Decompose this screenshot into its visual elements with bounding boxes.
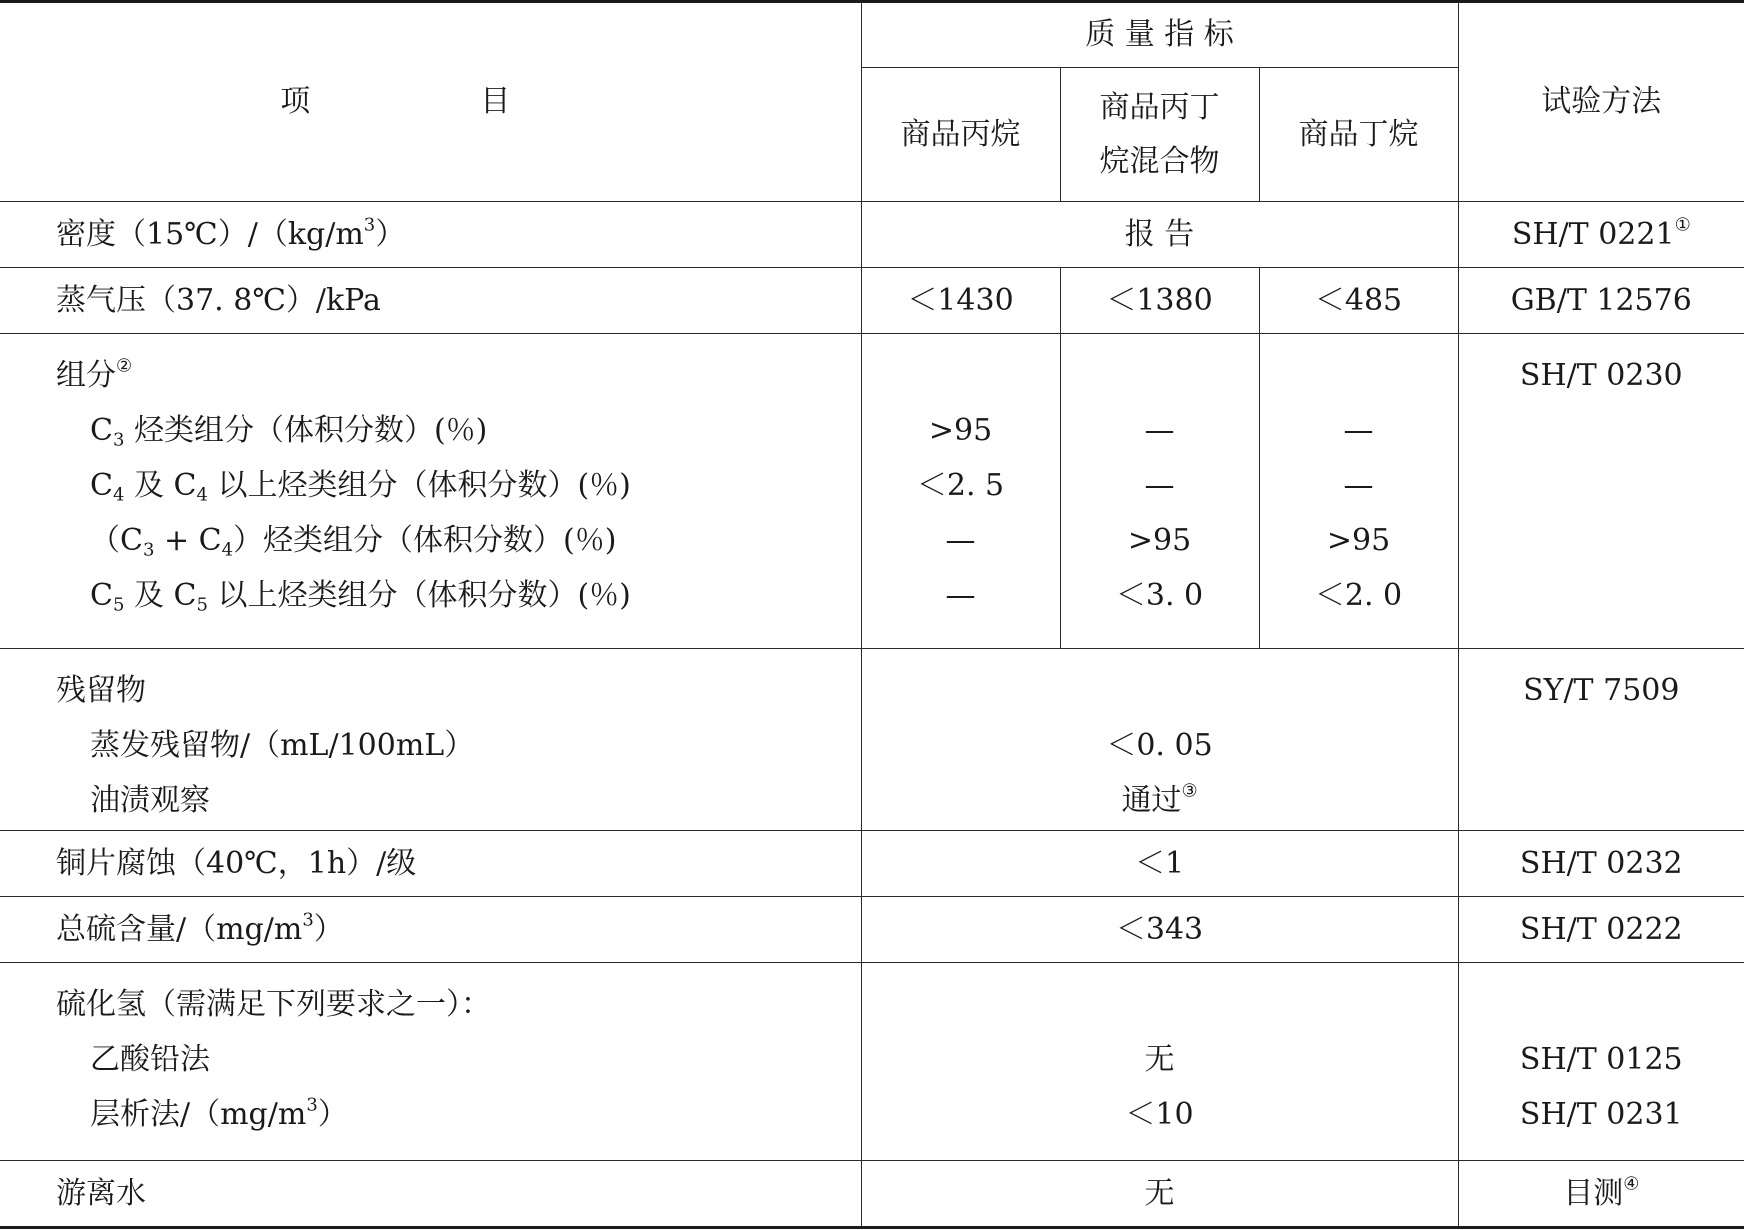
composition-c4-label: $C_4$ 及 $C_4$ 以上烃类组分（体积分数）(％) <box>90 468 631 506</box>
header-quality-text: 质 量 指 标 <box>1085 17 1234 52</box>
composition-c3-label: $C_3$ 烃类组分（体积分数）(％) <box>90 413 488 451</box>
vapor-value-butane: ＜485 <box>1259 268 1458 334</box>
header-method <box>1458 2 1744 202</box>
composition-c3c4-label: $(C_3 + C_4)$烃类组分（体积分数）(％) <box>90 523 617 561</box>
row-density <box>0 202 1744 268</box>
residue-oil-label: 油渍观察 <box>90 783 210 818</box>
h2s-lead-acetate-label: 乙酸铅法 <box>90 1042 210 1077</box>
density-label: 密度$(15℃)/(kg/m^3)$ <box>0 202 861 268</box>
composition-mixture-values <box>1060 334 1259 649</box>
composition-value: >95 <box>928 413 993 448</box>
row-hydrogen-sulfide <box>0 963 1744 1161</box>
h2s-label-cell <box>0 963 861 1161</box>
header-col-butane <box>1259 68 1458 202</box>
composition-value: ＜2. 5 <box>916 468 1005 503</box>
sulfur-method: SH/T 0222 <box>1458 897 1744 963</box>
h2s-chromatography-method: SH/T 0231 <box>1519 1097 1683 1132</box>
copper-value: ＜1 <box>861 831 1458 897</box>
row-residue <box>0 649 1744 831</box>
sulfur-value: ＜343 <box>861 897 1458 963</box>
residue-method <box>1458 649 1744 831</box>
vapor-value-mixture: ＜1380 <box>1060 268 1259 334</box>
residue-evap-value: ＜0. 05 <box>1106 728 1213 763</box>
row-total-sulfur <box>0 897 1744 963</box>
h2s-chromatography-label: 层析法$/(mg/m^3)$ <box>90 1094 348 1132</box>
header-method-text: 试验方法 <box>1541 84 1662 119</box>
sulfur-label: 总硫含量$/(mg/m^3)$ <box>0 897 861 963</box>
composition-propane-values <box>861 334 1060 649</box>
vapor-method: GB/T 12576 <box>1458 268 1744 334</box>
composition-method <box>1458 334 1744 649</box>
header-col-butane-text: 商品丁烷 <box>1298 116 1419 152</box>
residue-label-cell <box>0 649 861 831</box>
header-col-mixture <box>1060 68 1259 202</box>
copper-label: 铜片腐蚀（40℃，1h）/级 <box>0 831 861 897</box>
composition-value: — <box>1343 413 1374 448</box>
water-value: 无 <box>861 1161 1458 1228</box>
row-copper-corrosion <box>0 831 1744 897</box>
composition-value: — <box>1144 413 1175 448</box>
composition-value: >95 <box>1326 523 1391 558</box>
composition-c5-label: $C_5$ 及 $C_5$ 以上烃类组分（体积分数）(％) <box>90 578 631 616</box>
residue-evap-label: 蒸发残留物/（mL/100mL） <box>90 728 475 763</box>
header-col-propane <box>861 68 1060 202</box>
h2s-lead-acetate-value: 无 <box>1144 1042 1175 1077</box>
h2s-methods <box>1458 963 1744 1161</box>
composition-value: — <box>1144 468 1175 503</box>
composition-method-text: SH/T 0230 <box>1519 358 1683 393</box>
residue-oil-value: 通过③ <box>1121 780 1198 818</box>
composition-label-cell <box>0 334 861 649</box>
header-quality <box>861 2 1458 68</box>
vapor-label: 蒸气压（37. 8℃）/kPa <box>0 268 861 334</box>
residue-label: 残留物 <box>56 673 146 708</box>
density-value <box>861 202 1458 268</box>
row-composition <box>0 334 1744 649</box>
h2s-values <box>861 963 1458 1161</box>
composition-value: ＜3. 0 <box>1115 578 1204 613</box>
copper-method: SH/T 0232 <box>1458 831 1744 897</box>
density-value-text: 报 告 <box>1124 216 1195 252</box>
header-col-mixture-line2: 烷混合物 <box>1099 143 1220 179</box>
residue-method-text: SY/T 7509 <box>1523 673 1680 708</box>
water-label: 游离水 <box>0 1161 861 1228</box>
composition-butane-values <box>1259 334 1458 649</box>
vapor-value-propane: ＜1430 <box>861 268 1060 334</box>
h2s-label: 硫化氢（需满足下列要求之一）： <box>56 987 491 1022</box>
composition-value: — <box>1343 468 1374 503</box>
row-vapor-pressure <box>0 268 1744 334</box>
density-method: SH/T 0221① <box>1458 202 1744 268</box>
row-free-water <box>0 1161 1744 1228</box>
composition-value: — <box>945 578 976 613</box>
composition-value: — <box>945 523 976 558</box>
header-item <box>0 2 861 202</box>
residue-values <box>861 649 1458 831</box>
header-col-mixture-line1: 商品丙丁 <box>1099 89 1220 125</box>
header-item-text: 项 目 <box>280 84 581 119</box>
composition-value: >95 <box>1127 523 1192 558</box>
water-method: 目测④ <box>1458 1161 1744 1228</box>
h2s-lead-acetate-method: SH/T 0125 <box>1519 1042 1683 1077</box>
h2s-chromatography-value: ＜10 <box>1125 1097 1194 1132</box>
composition-label: 组分② <box>56 355 133 393</box>
composition-value: ＜2. 0 <box>1314 578 1403 613</box>
header-col-propane-text: 商品丙烷 <box>900 116 1021 152</box>
